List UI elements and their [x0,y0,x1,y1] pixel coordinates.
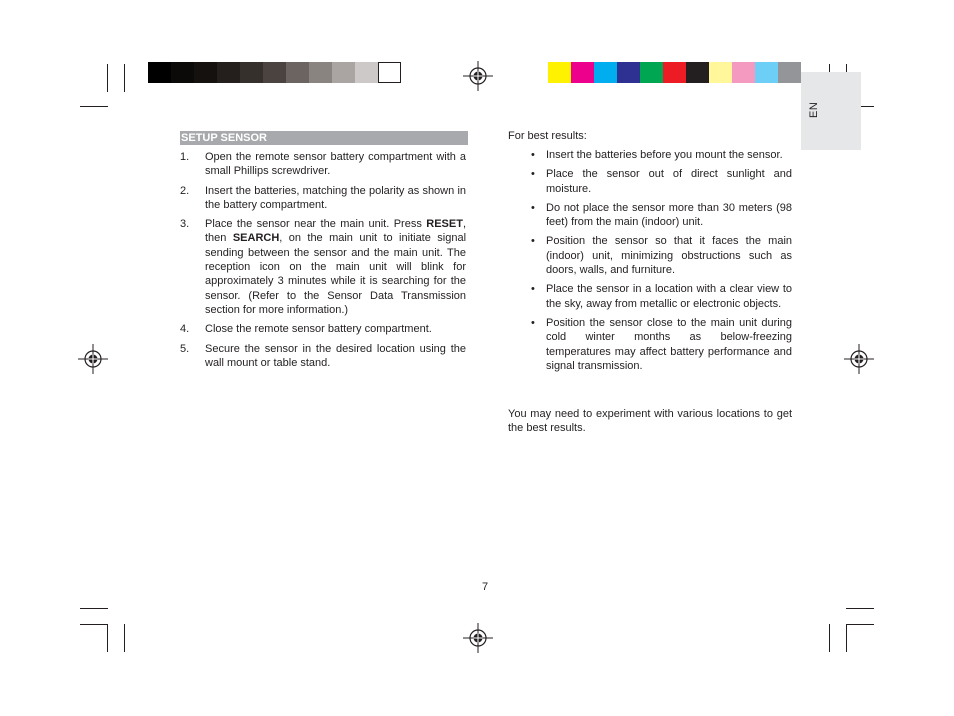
list-item: • Position the sensor so that it faces the main (indoor) unit, minimizing obstructions such as doors, walls, and furniture. [531,235,792,277]
page-number: 7 [482,581,489,593]
list-item: • Place the sensor out of direct sunlight and moisture. [531,168,792,195]
color-swatch [217,62,240,83]
list-item: 3. Place the sensor near the main unit. Press RESET, then SEARCH, on the main unit to initiate signal sending between the sensor and the main unit. The reception icon on the main unit will blink for approximately 3 minutes while it is searching for the sensor. (Refer to the Sensor Data Transmission section for more information.) [180,218,467,316]
setup-steps-list [180,150,466,375]
registration-mark-icon [78,344,108,374]
color-swatch [617,62,640,83]
best-results-list [530,148,792,378]
closing-paragraph: You may need to experiment with various locations to get the best results. [508,408,792,435]
color-swatch [571,62,594,83]
reset-keyword: RESET [426,218,463,231]
list-item: 5. Secure the sensor in the desired location using the wall mount or table stand. [180,342,466,369]
color-swatch [378,62,401,83]
color-swatch [263,62,286,83]
search-keyword: SEARCH [232,232,280,245]
list-item: • Position the sensor close to the main unit during cold winter months as below-freezing temperatures may affect battery performance and signal transmission. [531,316,792,372]
color-swatch [309,62,332,83]
registration-mark-icon [463,623,493,653]
color-swatch [778,62,801,83]
color-swatch [640,62,663,83]
color-swatch [332,62,355,83]
color-swatch [548,62,571,83]
color-swatch [686,62,709,83]
color-swatch [171,62,194,83]
color-swatch [709,62,732,83]
color-swatch [355,62,378,83]
list-item: • Insert the batteries before you mount the sensor. [531,149,783,161]
list-item: 4. Close the remote sensor battery compartment. [180,323,432,336]
color-swatch [663,62,686,83]
color-swatch [755,62,778,83]
section-heading: SETUP SENSOR [180,131,468,145]
registration-mark-icon [844,344,874,374]
registration-mark-icon [463,61,493,91]
list-item: 1. Open the remote sensor battery compartment with a small Phillips screwdriver. [180,151,466,178]
list-item: • Do not place the sensor more than 30 meters (98 feet) from the main (indoor) unit. [531,201,792,229]
color-swatch [732,62,755,83]
color-swatch [594,62,617,83]
list-item: • Place the sensor in a location with a clear view to the sky, away from metallic or electronic objects. [531,283,792,310]
color-swatch [286,62,309,83]
color-swatch [194,62,217,83]
language-tab-label: EN [808,101,820,118]
best-results-intro: For best results: [508,130,587,142]
color-swatch [240,62,263,83]
color-swatch [148,62,171,83]
list-item: 2. Insert the batteries, matching the polarity as shown in the battery compartment. [180,184,466,211]
